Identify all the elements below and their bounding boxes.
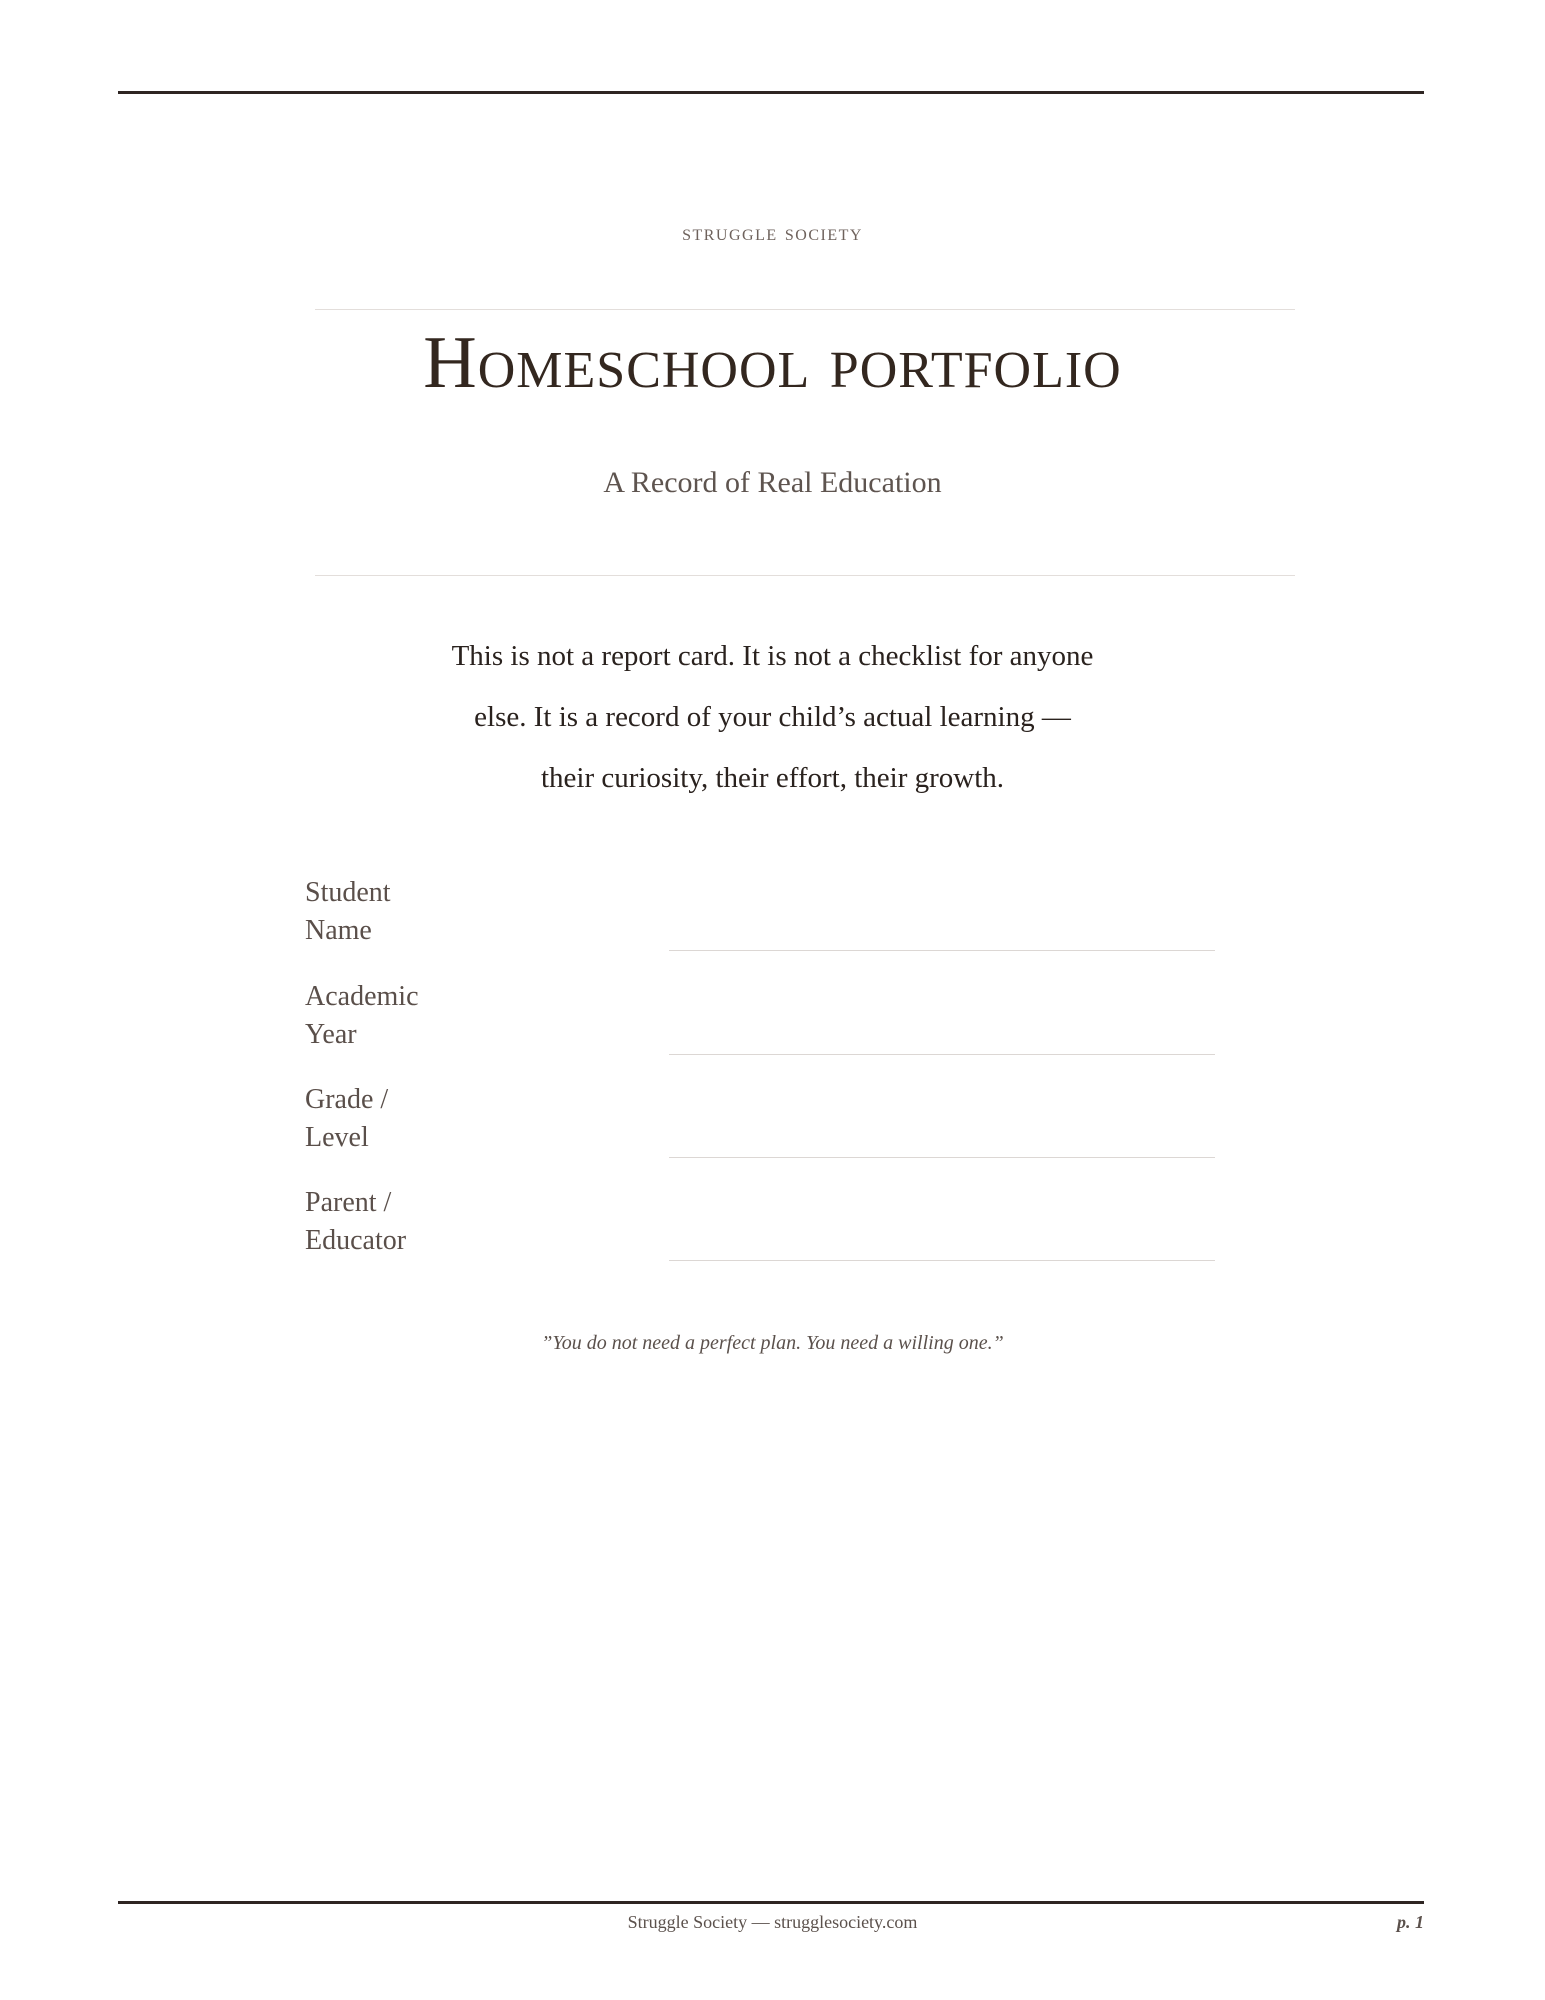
field-label-line: Student bbox=[305, 877, 391, 908]
brand-text: struggle society bbox=[682, 220, 863, 245]
brand-name bbox=[0, 220, 1545, 246]
intro-line: their curiosity, their effort, their growth. bbox=[540, 762, 1005, 794]
bottom-rule bbox=[118, 1901, 1424, 1904]
footer-text: Struggle Society — strugglesociety.com bbox=[627, 1912, 918, 1932]
field-label-line: Parent / bbox=[305, 1187, 392, 1218]
parent-educator-label bbox=[305, 1184, 455, 1260]
intro-line: This is not a report card. It is not a checklist for anyone bbox=[451, 640, 1094, 672]
field-label-line: Year bbox=[305, 1019, 357, 1050]
grade-level-field[interactable] bbox=[305, 1081, 1215, 1161]
field-label-line: Educator bbox=[305, 1225, 407, 1256]
top-rule bbox=[118, 91, 1424, 94]
academic-year-field[interactable] bbox=[305, 978, 1215, 1058]
page-number: p. 1 bbox=[1397, 1912, 1424, 1932]
grade-level-label bbox=[305, 1081, 455, 1157]
page-title: Homeschool portfolio bbox=[423, 322, 1122, 404]
student-name-field[interactable] bbox=[305, 874, 1215, 954]
academic-year-line[interactable] bbox=[669, 1054, 1215, 1055]
parent-educator-field[interactable] bbox=[305, 1184, 1215, 1264]
parent-educator-line[interactable] bbox=[669, 1260, 1215, 1261]
field-label-line: Academic bbox=[305, 981, 419, 1012]
title-top-divider bbox=[315, 309, 1295, 310]
quote: ”You do not need a perfect plan. You need a willing one.” bbox=[541, 1332, 1004, 1354]
grade-level-line[interactable] bbox=[669, 1157, 1215, 1158]
subtitle-divider bbox=[315, 575, 1295, 576]
intro-line: else. It is a record of your child’s actual learning — bbox=[474, 701, 1071, 733]
intro-paragraph bbox=[420, 626, 1125, 809]
field-label-line: Grade / bbox=[305, 1084, 389, 1115]
field-label-line: Level bbox=[305, 1122, 369, 1153]
student-name-line[interactable] bbox=[669, 950, 1215, 951]
page-subtitle: A Record of Real Education bbox=[603, 466, 942, 499]
field-label-line: Name bbox=[305, 915, 372, 946]
student-name-label bbox=[305, 874, 455, 950]
academic-year-label bbox=[305, 978, 455, 1054]
